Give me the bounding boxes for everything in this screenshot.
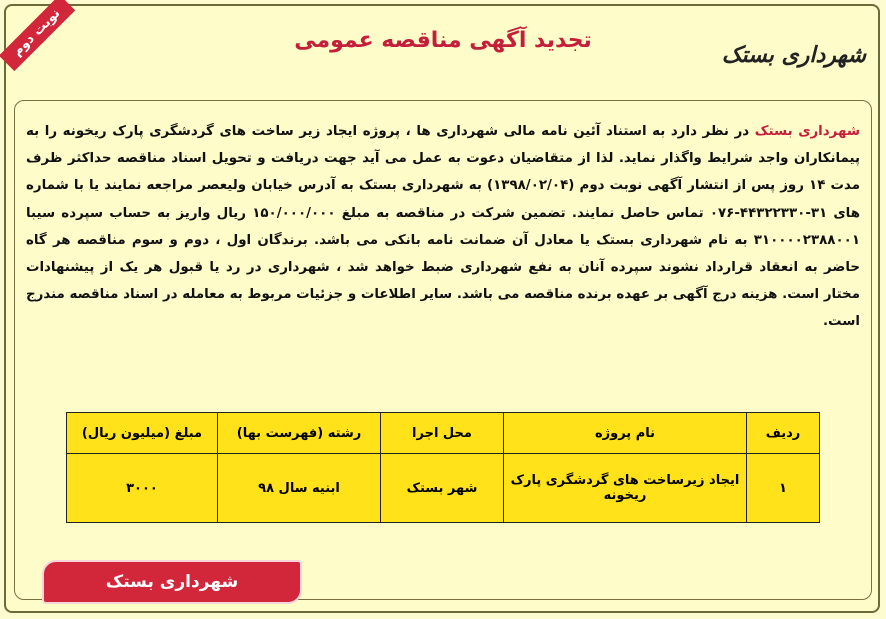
table-row xyxy=(67,454,820,523)
header-category: رشته (فهرست بها) xyxy=(218,413,381,454)
project-table xyxy=(66,412,820,523)
cell-project-name: ایجاد زیرساخت های گردشگری پارک ریخونه xyxy=(504,454,747,523)
table-header-row xyxy=(67,413,820,454)
notice-title: تجدید آگهی مناقصه عمومی xyxy=(294,28,592,53)
municipality-logo: شهرداری بستک xyxy=(721,42,866,68)
header-project-name: نام پروژه xyxy=(504,413,747,454)
header-amount: مبلغ (میلیون ریال) xyxy=(67,413,218,454)
cell-category: ابنیه سال ۹۸ xyxy=(218,454,381,523)
notice-paragraph xyxy=(26,118,860,336)
cell-amount: ۳۰۰۰ xyxy=(67,454,218,523)
round-ribbon: نوبت دوم xyxy=(0,0,75,71)
cell-row-number: ۱ xyxy=(747,454,820,523)
header-location: محل اجرا xyxy=(381,413,504,454)
body-text: در نظر دارد به استناد آئین نامه مالی شهرداری ها ، پروژه ایجاد زیر ساخت های گردشگری پارک ریخونه را به پیمانکاران واجد شرایط واگذار نماید. لذا از متقاضیان دعوت به عمل می آید جهت دریافت و تحویل اسناد مناقصه حداکثر ظرف مدت ۱۴ روز پس از انتشار آگهی نوبت دوم (۱۳۹۸/۰۲/۰۴) به شهرداری بستک به آدرس خیابان ولیعصر مراجعه نمایند یا با شماره های ۳۱-۴۴۳۲۲۳۳۰-۰۷۶ تماس حاصل نمایند. تضمین شرکت در مناقصه به مبلغ ۱۵۰/۰۰۰/۰۰۰ ریال واریز به حساب سپرده سیبا ۳۱۰۰۰۰۲۳۸۸۰۰۱ به نام شهرداری بستک یا معادل آن ضمانت نامه بانکی می باشد. برندگان اول ، دوم و سوم مناقصه هر گاه حاضر به انعقاد قرارداد نشوند سپرده آنان به نفع شهرداری ضبط خواهد شد ، شهرداری در رد یا قبول هر یک از پیشنهادات مختار است. هزینه درج آگهی بر عهده برنده مناقصه می باشد. سایر اطلاعات و جزئیات مربوط به معامله در اسناد مناقصه مندرج است. xyxy=(26,124,860,330)
footer-badge: شهرداری بستک xyxy=(42,560,302,604)
lead-text: شهرداری بستک xyxy=(754,124,860,139)
header-row-number: ردیف xyxy=(747,413,820,454)
cell-location: شهر بستک xyxy=(381,454,504,523)
